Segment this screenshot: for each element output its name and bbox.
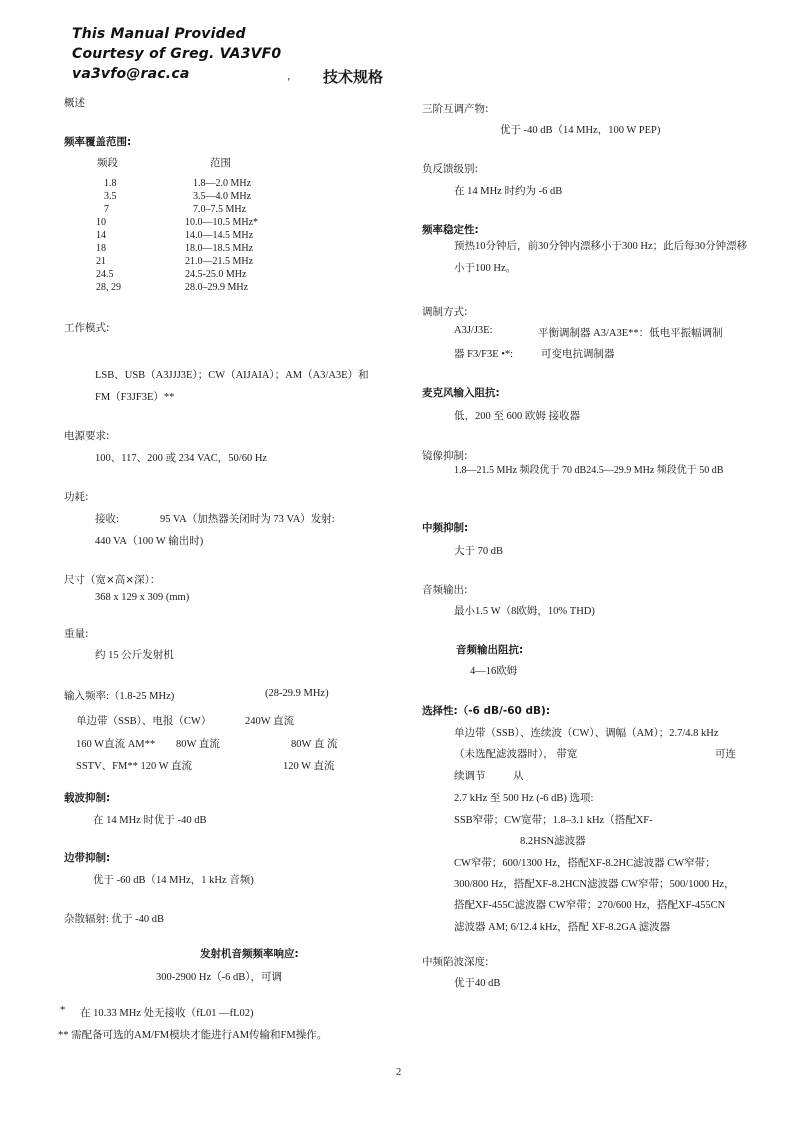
notch-depth-value: 优于40 dB	[454, 978, 501, 989]
range-cell: 28.0–29.9 MHz	[185, 282, 249, 293]
modulation-heading: 调制方式:	[422, 306, 468, 318]
selectivity-line2: （未选配滤波器时）， 带宽	[454, 749, 578, 760]
range-cell: 10.0—10.5 MHz*	[185, 217, 259, 228]
operating-mode-line2: FM（F3JF3E）**	[95, 392, 175, 403]
consumption-transmit-value: 440 VA（100 W 输出时)	[95, 536, 204, 547]
tx-audio-value: 300-2900 Hz（-6 dB），可调	[156, 972, 282, 983]
audio-impedance-value: 4—16欧姆	[470, 666, 518, 677]
power-heading: 电源要求:	[64, 430, 110, 442]
consumption-receive-value: 95 VA（加热器关闭时为 73 VA）发射:	[160, 514, 335, 525]
if-rejection-heading: 中频抑制:	[422, 522, 469, 534]
input-row3-power2: 120 W 直流	[283, 761, 335, 772]
footnote2: ** 需配备可选的AM/FM模块才能进行AM传输和FM操作。	[58, 1030, 328, 1041]
range-cell: 7.0–7.5 MHz	[193, 204, 247, 215]
weight-value: 约 15 公斤发射机	[95, 650, 174, 661]
spurious-emission: 杂散辐射: 优于 -40 dB	[64, 914, 165, 925]
audio-impedance-heading: 音频输出阻抗:	[456, 644, 524, 656]
notch-depth-heading: 中频陷波深度:	[422, 956, 489, 968]
sideband-suppression-value: 优于 -60 dB（14 MHz，1 kHz 音频)	[93, 875, 254, 886]
power-value: 100、117、200 或 234 VAC，50/60 Hz	[95, 453, 268, 464]
input-row2-mode: 160 W直流 AM**	[76, 739, 156, 750]
image-rejection-heading: 镜像抑制:	[422, 450, 468, 462]
input-row3-mode: SSTV、FM** 120 W 直流	[76, 761, 193, 772]
if-rejection-value: 大于 70 dB	[454, 546, 504, 557]
range-cell: 24.5-25.0 MHz	[185, 269, 247, 280]
operating-mode-heading: 工作模式:	[64, 322, 110, 334]
range-cell: 3.5—4.0 MHz	[193, 191, 252, 202]
band-cell: 18	[96, 243, 106, 254]
band-cell: 1.8	[104, 178, 117, 189]
header-comma: ，	[287, 71, 298, 82]
input-freq-range2: (28-29.9 MHz)	[265, 688, 329, 699]
selectivity-line6: 8.2HSN滤波器	[520, 836, 586, 847]
handwritten-note-line3: va3vfo@rac.ca	[72, 66, 190, 82]
stability-text: 预热10分钟后，前30分钟内漂移小于300 Hz；此后每30分钟漂移小于100 Hz。	[454, 241, 748, 274]
selectivity-line7: CW窄带；600/1300 Hz，搭配XF-8.2HC滤波器 CW窄带；	[454, 858, 716, 869]
consumption-heading: 功耗:	[64, 491, 89, 503]
image-rejection-text: 1.8—21.5 MHz 频段优于 70 dB24.5—29.9 MHz 频段优于 50 dB	[454, 465, 724, 476]
selectivity-line3-end: 从	[513, 771, 524, 782]
band-column-header: 频段	[97, 157, 118, 169]
range-cell: 1.8—2.0 MHz	[193, 178, 252, 189]
footnote1-mark: *	[60, 1005, 66, 1016]
carrier-suppression-value: 在 14 MHz 时优于 -40 dB	[93, 815, 207, 826]
carrier-suppression-heading: 载波抑制:	[64, 792, 111, 804]
nfb-heading: 负反馈级别:	[422, 163, 479, 175]
selectivity-line1: 单边带（SSB）、连续波（CW）、调幅（AM）；2.7/4.8 kHz	[454, 728, 719, 739]
selectivity-heading: 选择性:（-6 dB/-60 dB):	[422, 705, 551, 717]
input-row2-power2: 80W 直 流	[291, 739, 338, 750]
size-heading: 尺寸（宽×高×深）：	[64, 574, 161, 586]
input-row2-power: 80W 直流	[176, 739, 220, 750]
audio-output-value: 最小1.5 W（8欧姆，10% THD)	[454, 606, 595, 617]
input-row1-mode: 单边带（SSB）、电报（CW）	[76, 716, 212, 727]
selectivity-line2-end: 可连	[715, 749, 736, 760]
audio-output-heading: 音频输出:	[422, 584, 468, 596]
nfb-value: 在 14 MHz 时约为 -6 dB	[454, 186, 563, 197]
modulation-row1-value: 平衡调制器 A3/A3E**：低电平振幅调制	[538, 328, 723, 339]
selectivity-line5: SSB窄带；CW宽带；1.8–3.1 kHz（搭配XF-	[454, 815, 653, 826]
selectivity-line3: 续调节	[454, 771, 486, 782]
mic-impedance-value: 低，200 至 600 欧姆 接收器	[454, 411, 580, 422]
imd-heading: 三阶互调产物:	[422, 103, 489, 115]
stability-heading: 频率稳定性:	[422, 224, 479, 236]
freq-coverage-heading: 频率覆盖范围:	[64, 136, 132, 148]
range-cell: 14.0—14.5 MHz	[185, 230, 254, 241]
modulation-row2-label: 器 F3/F3E •*:	[454, 349, 514, 360]
band-cell: 3.5	[104, 191, 117, 202]
selectivity-line4: 2.7 kHz 至 500 Hz (-6 dB) 选项:	[454, 793, 594, 804]
modulation-row1-label: A3J/J3E:	[454, 325, 493, 336]
selectivity-line9: 搭配XF-455C滤波器 CW窄带；270/600 Hz，搭配XF-455CN	[454, 900, 726, 911]
selectivity-line8: 300/800 Hz，搭配XF-8.2HCN滤波器 CW窄带；500/1000 Hz，	[454, 879, 735, 890]
input-freq-heading: 输入频率:（1.8-25 MHz)	[64, 691, 175, 702]
selectivity-line10: 滤波器 AM; 6/12.4 kHz，搭配 XF-8.2GA 滤波器	[454, 922, 671, 933]
range-cell: 18.0—18.5 MHz	[185, 243, 254, 254]
size-value: 368 x 129 x 309 (mm)	[95, 592, 190, 603]
band-cell: 14	[96, 230, 106, 241]
sideband-suppression-heading: 边带抑制:	[64, 852, 111, 864]
weight-heading: 重量:	[64, 628, 89, 640]
operating-mode-line1: LSB、USB（A3JJJ3E）；CW（AIJAIA）；AM（A3/A3E）和	[95, 370, 369, 381]
band-cell: 7	[104, 204, 109, 215]
band-cell: 21	[96, 256, 106, 267]
range-cell: 21.0—21.5 MHz	[185, 256, 254, 267]
band-cell: 10	[96, 217, 106, 228]
tx-audio-heading: 发射机音频频率响应:	[200, 948, 299, 960]
consumption-receive-label: 接收:	[95, 514, 119, 525]
page-number: 2	[396, 1067, 402, 1078]
handwritten-note-line1: This Manual Provided	[72, 26, 246, 42]
band-cell: 28, 29	[96, 282, 121, 293]
overview-label: 概述	[64, 97, 85, 109]
input-row1-power: 240W 直流	[245, 716, 295, 727]
page-title: 技术规格	[323, 68, 384, 86]
handwritten-note-line2: Courtesy of Greg. VA3VF0	[72, 46, 282, 62]
modulation-row2-value: 可变电抗调制器	[541, 349, 615, 360]
mic-impedance-heading: 麦克风输入阻抗:	[422, 387, 500, 399]
range-column-header: 范围	[210, 157, 231, 169]
band-cell: 24.5	[96, 269, 114, 280]
footnote1: 在 10.33 MHz 处无接收（fL01 —fL02)	[80, 1008, 254, 1019]
imd-value: 优于 -40 dB（14 MHz，100 W PEP)	[500, 125, 661, 136]
